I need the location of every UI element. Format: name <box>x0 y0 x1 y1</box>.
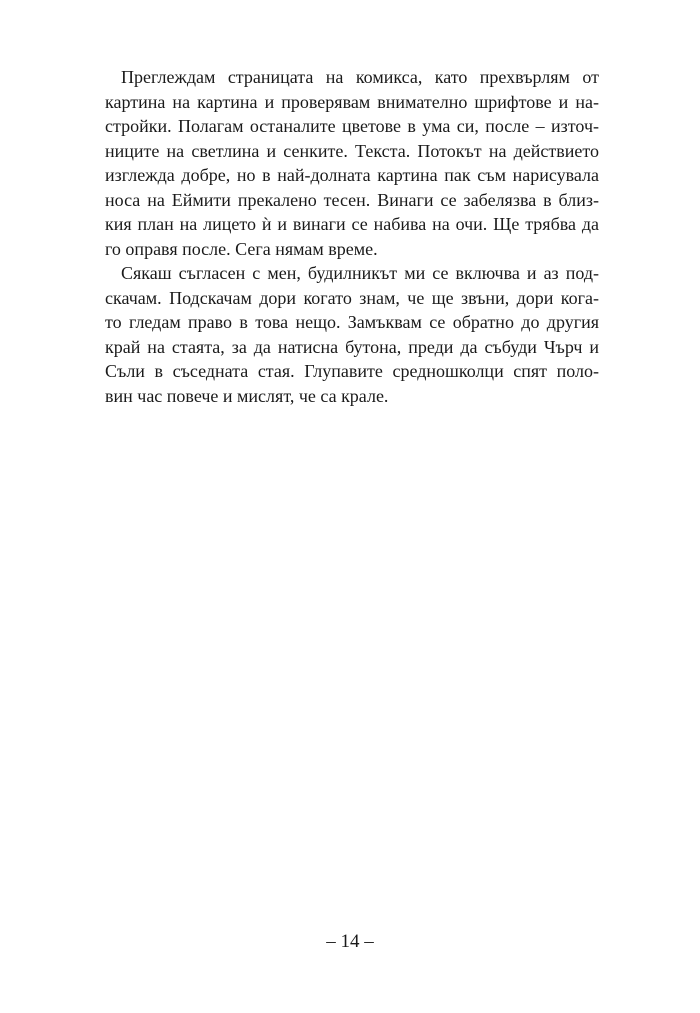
text-line: стройки. Полагам останалите цветове в ума си, после – източ- <box>105 116 599 136</box>
text-line: ниците на светлина и сенките. Текста. Потокът на действието <box>105 140 599 161</box>
text-line: скачам. Подскачам дори когато знам, че ще звъни, дори кога- <box>105 287 599 308</box>
text-line: кия план на лицето ѝ и винаги се набива на очи. Ще трябва да <box>105 214 599 234</box>
text-line: изглежда добре, но в най-долната картина пак съм нарисувала <box>105 165 599 185</box>
text-line: Преглеждам страницата на комикса, като прехвърлям от <box>121 67 599 87</box>
page-number: – 14 – <box>326 931 374 952</box>
text-line: вин час повече и мислят, че са крале. <box>105 385 389 406</box>
paragraph-2 <box>105 261 599 408</box>
text-line: го оправя после. Сега нямам време. <box>105 238 378 259</box>
text-line: картина на картина и проверявам внимателно шрифтове и на- <box>105 91 599 112</box>
paragraph-1 <box>105 65 599 261</box>
text-line: Сякаш съгласен с мен, будилникът ми се включва и аз под- <box>121 263 599 283</box>
text-line: край на стаята, за да натисна бутона, преди да събуди Чърч и <box>105 336 599 357</box>
text-line: то гледам право в това нещо. Замъквам се обратно до другия <box>105 312 599 332</box>
text-line: Съли в съседната стая. Глупавите средношколци спят поло- <box>105 361 599 381</box>
body-text <box>105 65 599 408</box>
text-line: носа на Еймити прекалено тесен. Винаги се забелязва в близ- <box>105 189 599 210</box>
